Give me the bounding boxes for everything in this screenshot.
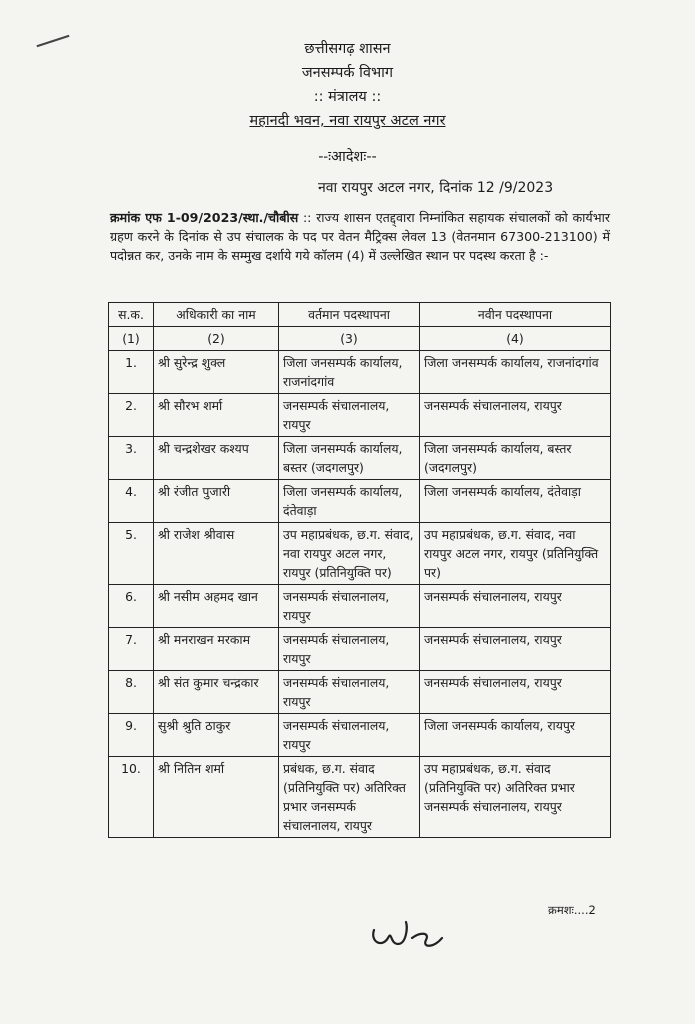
table-row [109, 480, 611, 523]
row-sn: 9. [109, 714, 154, 757]
row-sn: 2. [109, 394, 154, 437]
table-row [109, 628, 611, 671]
signature-icon [368, 908, 448, 954]
colnum-2: (2) [154, 327, 279, 351]
table-row [109, 437, 611, 480]
table-row [109, 714, 611, 757]
row-new: जनसम्पर्क संचालनालय, रायपुर [420, 394, 611, 437]
table-colnum-row [109, 327, 611, 351]
continued-marker: क्रमशः....2 [548, 903, 596, 917]
order-title: --ःआदेशः-- [318, 149, 377, 165]
row-sn: 3. [109, 437, 154, 480]
header-state: छत्तीसगढ़ शासन [304, 41, 391, 57]
row-name: श्री सुरेन्द्र शुक्ल [154, 351, 279, 394]
row-new: जिला जनसम्पर्क कार्यालय, राजनांदगांव [420, 351, 611, 394]
row-new: जिला जनसम्पर्क कार्यालय, रायपुर [420, 714, 611, 757]
header-name: अधिकारी का नाम [154, 303, 279, 327]
row-new: उप महाप्रबंधक, छ.ग. संवाद, नवा रायपुर अटल नगर, रायपुर (प्रतिनियुक्ति पर) [420, 523, 611, 585]
row-new: जनसम्पर्क संचालनालय, रायपुर [420, 628, 611, 671]
table-row [109, 757, 611, 838]
table-row [109, 671, 611, 714]
row-sn: 8. [109, 671, 154, 714]
header-ministry: :: मंत्रालय :: [313, 89, 382, 105]
row-name: श्री सौरभ शर्मा [154, 394, 279, 437]
row-sn: 4. [109, 480, 154, 523]
place-date: नवा रायपुर अटल नगर, दिनांक 12 /9/2023 [318, 180, 554, 196]
row-current: जनसम्पर्क संचालनालय, रायपुर [279, 671, 420, 714]
header-department: जनसम्पर्क विभाग [301, 65, 394, 81]
row-current: जनसम्पर्क संचालनालय, रायपुर [279, 628, 420, 671]
table-row [109, 523, 611, 585]
table-row [109, 394, 611, 437]
row-current: जनसम्पर्क संचालनालय, रायपुर [279, 714, 420, 757]
row-new: जिला जनसम्पर्क कार्यालय, दंतेवाड़ा [420, 480, 611, 523]
row-new: जनसम्पर्क संचालनालय, रायपुर [420, 671, 611, 714]
order-text: :: राज्य शासन एतद्द्वारा निम्नांकित सहायक संचालकों को कार्यभार ग्रहण करने के दिनांक से उप संचालक के पद पर वेतन मैट्रिक्स लेवल 13 (वेतनमान 67300-213100) में पदोन्नत कर, उनके नाम के सम्मुख दर्शाये गये कॉलम (4) में उल्लेखित स्थान पर पदस्थ करता है :- [110, 210, 610, 263]
header-address: महानदी भवन, नवा रायपुर अटल नगर [249, 113, 446, 129]
row-sn: 7. [109, 628, 154, 671]
row-sn: 5. [109, 523, 154, 585]
header-current-posting: वर्तमान पदस्थापना [279, 303, 420, 327]
row-current: जिला जनसम्पर्क कार्यालय, बस्तर (जदगलपुर) [279, 437, 420, 480]
row-new: जिला जनसम्पर्क कार्यालय, बस्तर (जदगलपुर) [420, 437, 611, 480]
row-new: उप महाप्रबंधक, छ.ग. संवाद (प्रतिनियुक्ति पर) अतिरिक्त प्रभार जनसम्पर्क संचालनालय, रायपुर [420, 757, 611, 838]
row-sn: 10. [109, 757, 154, 838]
colnum-1: (1) [109, 327, 154, 351]
colnum-4: (4) [420, 327, 611, 351]
row-current: जिला जनसम्पर्क कार्यालय, दंतेवाड़ा [279, 480, 420, 523]
row-sn: 6. [109, 585, 154, 628]
row-current: प्रबंधक, छ.ग. संवाद (प्रतिनियुक्ति पर) अतिरिक्त प्रभार जनसम्पर्क संचालनालय, रायपुर [279, 757, 420, 838]
row-name: श्री चन्द्रशेखर कश्यप [154, 437, 279, 480]
row-name: श्री नितिन शर्मा [154, 757, 279, 838]
row-name: श्री रंजीत पुजारी [154, 480, 279, 523]
table-row [109, 351, 611, 394]
row-name: श्री मनराखन मरकाम [154, 628, 279, 671]
row-name: श्री संत कुमार चन्द्रकार [154, 671, 279, 714]
row-current: उप महाप्रबंधक, छ.ग. संवाद, नवा रायपुर अटल नगर, रायपुर (प्रतिनियुक्ति पर) [279, 523, 420, 585]
table-row [109, 585, 611, 628]
row-sn: 1. [109, 351, 154, 394]
row-current: जिला जनसम्पर्क कार्यालय, राजनांदगांव [279, 351, 420, 394]
posting-table [108, 302, 611, 838]
colnum-3: (3) [279, 327, 420, 351]
row-current: जनसम्पर्क संचालनालय, रायपुर [279, 585, 420, 628]
order-number: क्रमांक एफ 1-09/2023/स्था./चौबीस [110, 210, 299, 225]
row-name: श्री राजेश श्रीवास [154, 523, 279, 585]
row-name: सुश्री श्रुति ठाकुर [154, 714, 279, 757]
header-sn: स.क. [109, 303, 154, 327]
row-name: श्री नसीम अहमद खान [154, 585, 279, 628]
header-new-posting: नवीन पदस्थापना [420, 303, 611, 327]
order-text-block [110, 208, 610, 265]
table-header-row [109, 303, 611, 327]
row-new: जनसम्पर्क संचालनालय, रायपुर [420, 585, 611, 628]
row-current: जनसम्पर्क संचालनालय, रायपुर [279, 394, 420, 437]
